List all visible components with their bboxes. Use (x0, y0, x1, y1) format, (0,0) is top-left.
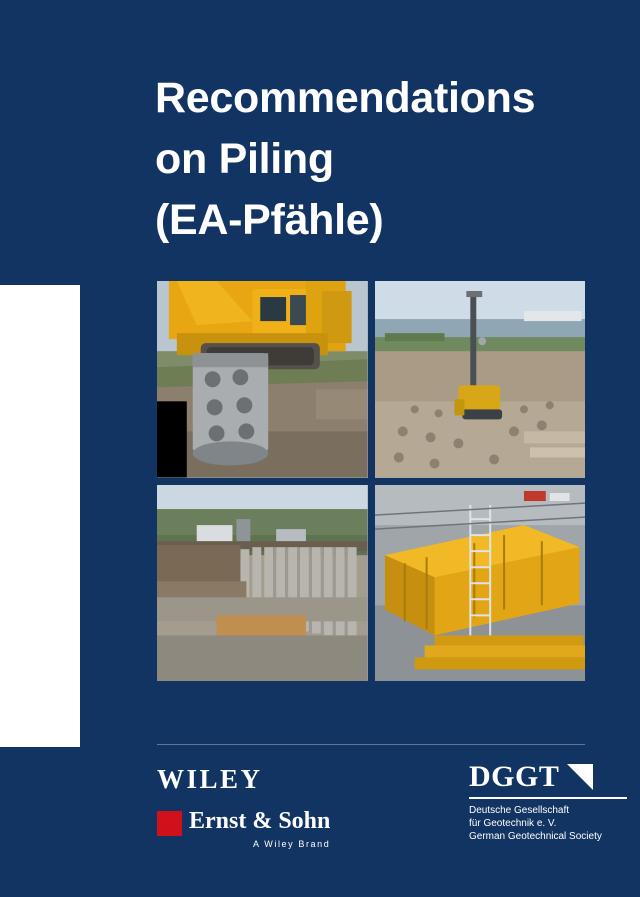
publisher-logo (157, 764, 357, 849)
photo-sheet-pile-wall (157, 485, 368, 682)
left-white-notch (0, 285, 80, 747)
photo-piling-rig-waterfront (375, 281, 586, 478)
photo-drilling-rig-artwork (157, 281, 368, 478)
title-line-2: on Piling (155, 135, 334, 184)
title-line-1: Recommendations (155, 74, 536, 122)
dggt-acronym: DGGT (469, 760, 560, 793)
photo-sheet-pile-wall-artwork (157, 485, 368, 682)
dggt-name-line-2: für Geotechnik e. V. (469, 818, 557, 830)
dggt-logo-top (469, 762, 629, 792)
red-square-icon (157, 811, 182, 836)
society-logo (469, 762, 629, 844)
divider-rule (157, 744, 585, 745)
dggt-fullname (469, 804, 629, 844)
cover-photo-grid (157, 281, 585, 681)
imprint-name: Ernst & Sohn (189, 808, 331, 834)
title-line-3: (EA-Pfähle) (155, 196, 384, 245)
dggt-underline (469, 797, 627, 799)
ernst-und-sohn-logo (157, 809, 357, 849)
wiley-wordmark: WILEY (157, 764, 263, 794)
photo-drilling-rig-with-casing (157, 281, 368, 478)
photo-piling-rig-artwork (375, 281, 586, 478)
imprint-tagline: A Wiley Brand (253, 839, 331, 849)
dggt-triangle-icon (567, 764, 593, 790)
photo-steel-formwork-artwork (375, 485, 586, 682)
photo-steel-formwork-falsework (375, 485, 586, 682)
ernst-und-sohn-text (189, 809, 330, 849)
dggt-name-line-3: German Geotechnical Society (469, 831, 602, 843)
book-title (155, 68, 625, 251)
dggt-name-line-1: Deutsche Gesellschaft (469, 805, 570, 816)
